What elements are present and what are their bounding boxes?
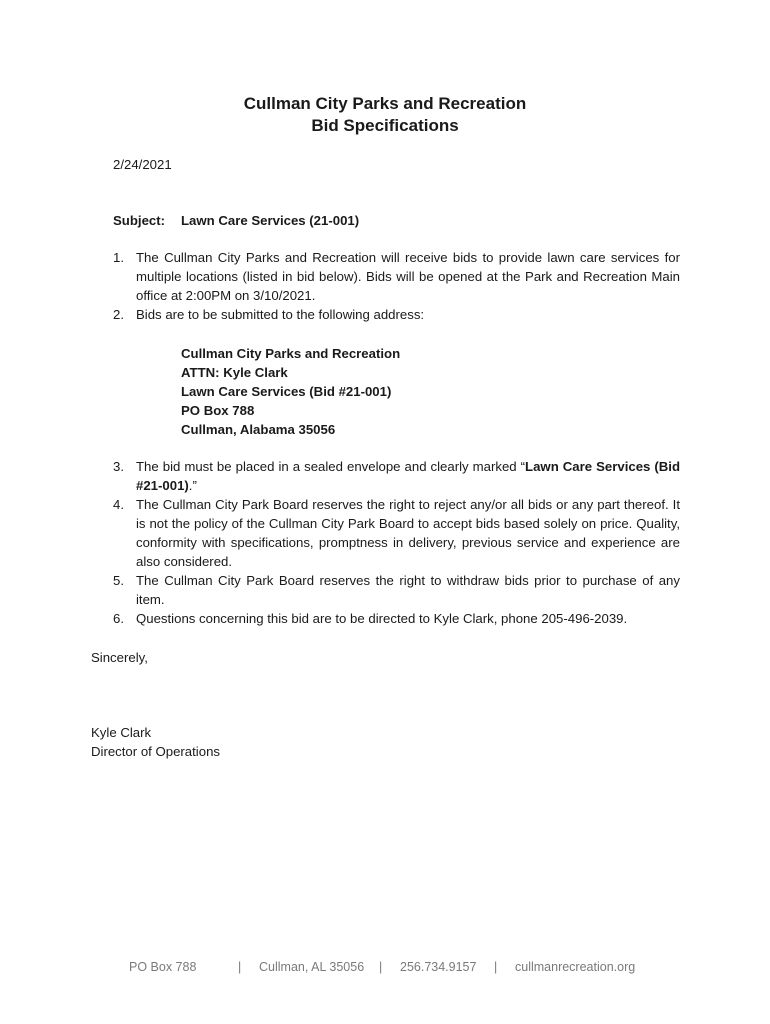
title-organization: Cullman City Parks and Recreation <box>243 94 527 113</box>
closing: Sincerely, <box>91 650 148 665</box>
spec-list-part2 <box>113 457 680 628</box>
item-number: 4. <box>113 497 124 512</box>
footer-website-link[interactable]: cullmanrecreation.org <box>515 960 636 974</box>
address-line: Lawn Care Services (Bid #21-001) <box>181 384 392 399</box>
address-line: PO Box 788 <box>181 403 255 418</box>
address-line: Cullman City Parks and Recreation <box>181 346 401 361</box>
signer-title: Director of Operations <box>91 744 220 759</box>
letter-date: 2/24/2021 <box>113 157 172 172</box>
mailing-address <box>181 344 400 439</box>
title-document-type: Bid Specifications <box>311 116 459 135</box>
document-title <box>0 93 770 137</box>
item-text: Questions concerning this bid are to be directed to Kyle Clark, phone 205-496-2039. <box>136 611 628 626</box>
list-item <box>113 609 680 628</box>
item-text: .” <box>188 478 197 493</box>
list-item <box>113 305 680 324</box>
item-text: The Cullman City Park Board reserves the right to withdraw bids prior to purchase of any item. <box>136 573 680 607</box>
item-text: Bids are to be submitted to the following address: <box>136 307 425 322</box>
footer-po-box: PO Box 788 <box>129 960 197 974</box>
footer-phone: 256.734.9157 <box>400 960 477 974</box>
item-number: 2. <box>113 307 124 322</box>
signer-name: Kyle Clark <box>91 725 152 740</box>
list-item <box>113 248 680 305</box>
item-text: The Cullman City Parks and Recreation will receive bids to provide lawn care services for multiple locations (listed in bid below). Bids will be opened at the Park and Recreation Main office at 2:00PM on 3/10/2021. <box>136 250 680 303</box>
footer-separator: | <box>238 960 242 974</box>
footer-separator: | <box>494 960 498 974</box>
list-item <box>113 495 680 571</box>
item-number: 1. <box>113 250 124 265</box>
list-item <box>113 571 680 609</box>
item-number: 3. <box>113 459 124 474</box>
footer-separator: | <box>379 960 383 974</box>
item-text-bold: Lawn Care Services (Bid #21-001) <box>136 459 681 493</box>
item-number: 5. <box>113 573 124 588</box>
address-line: Cullman, Alabama 35056 <box>181 422 336 437</box>
address-line: ATTN: Kyle Clark <box>181 365 288 380</box>
item-text: The bid must be placed in a sealed envelope and clearly marked “ <box>136 459 526 474</box>
subject-value: Lawn Care Services (21-001) <box>181 213 360 228</box>
footer-city: Cullman, AL 35056 <box>259 960 365 974</box>
list-item <box>113 457 680 495</box>
item-number: 6. <box>113 611 124 626</box>
subject-line <box>113 211 359 230</box>
subject-label: Subject: <box>113 213 166 228</box>
signature-block <box>91 723 220 761</box>
item-text: The Cullman City Park Board reserves the right to reject any/or all bids or any part thereof. It is not the policy of the Cullman City Park Board to accept bids based solely on price. Quality, conformity with specifications, promptness in delivery, previous service and experience are also considered. <box>136 497 680 569</box>
spec-list-part1 <box>113 248 680 324</box>
